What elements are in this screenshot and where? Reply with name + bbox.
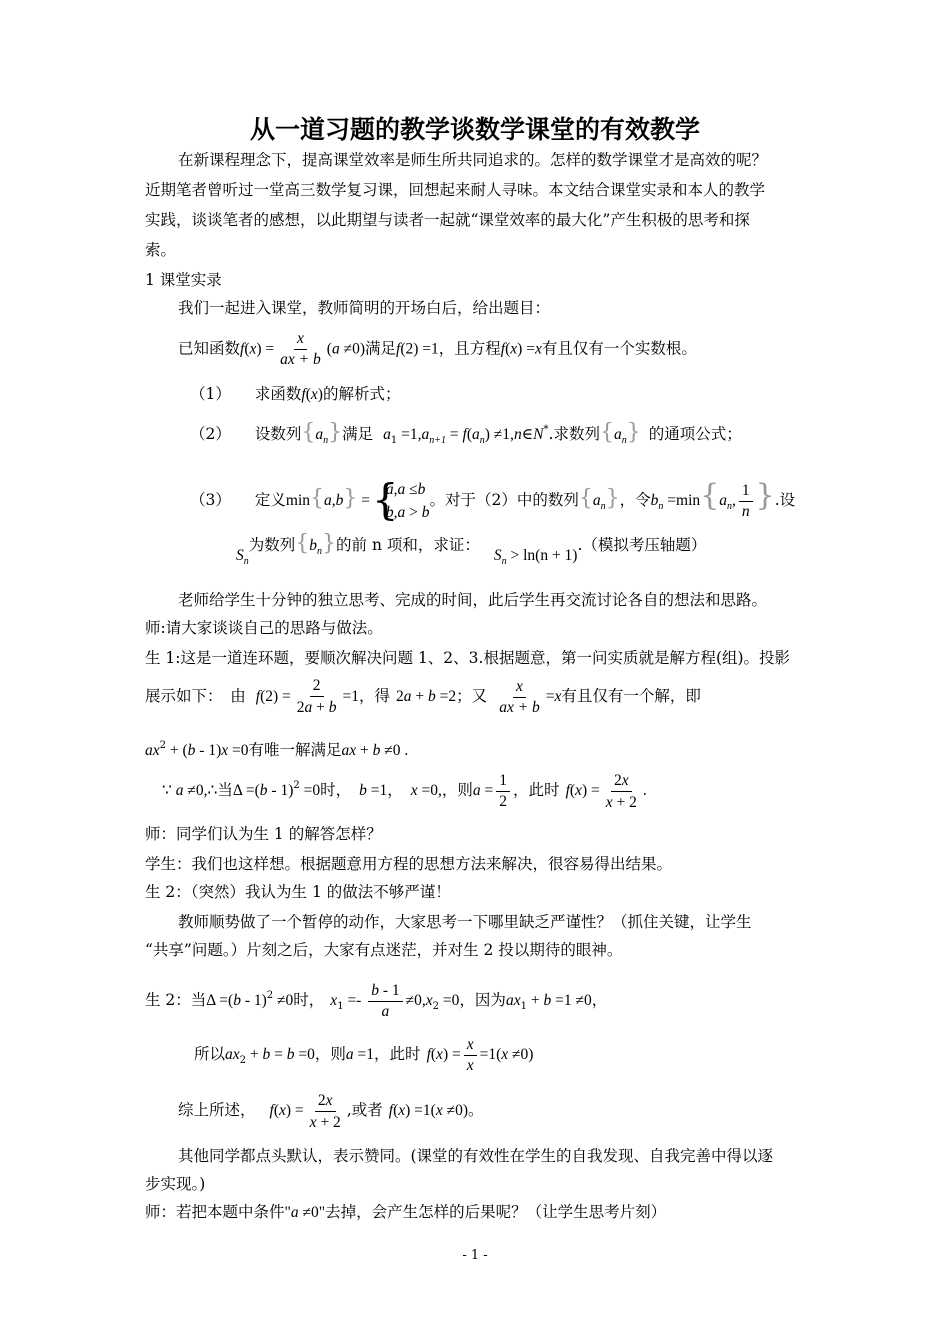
think-paragraph: 老师给学生十分钟的独立思考、完成的时间，此后学生再交流讨论各自的想法和思路。 [178,591,768,609]
pause-paragraph-1: 教师顺势做了一个暂停的动作，大家思考一下哪里缺乏严谨性？（抓住关键，让学生 [178,913,752,931]
intro-line-4: 索。 [145,241,177,259]
section-heading: 1 课堂实录 [145,271,222,289]
student2-line-2: 所以$ax_2 + b = b =0$，则a =1，此时 f(x) = $\frac{x}{x}$ =1(x ≠0) [194,1035,534,1074]
teacher-question-2: 师：同学们认为生 1 的解答怎样？ [145,825,382,843]
student2-objection: 生 2：（突然）我认为生 1 的做法不够严谨！ [145,883,451,901]
student1-line-3: $ax^2 + (b - 1)x =0$有唯一解满足ax + b ≠0 . [145,740,409,759]
student1-line-1: 生 1:这是一道连环题，要顺次解决问题 1、2、3.根据题意，第一问实质就是解方程(组)。投影 [145,649,791,667]
intro-line-2: 近期笔者曾听过一堂高三数学复习课，回想起来耐人寻味。本文结合课堂实录和本人的教学 [145,181,766,199]
question-3: （3） 定义min{a,b} = { a,a ≤b b,a > b 。对于（2）中的数列$\{a_n\}$，令$b_n =\min\{a_n$, $\frac{1}{n}$ }.设 [190,476,795,527]
document-title: 从一道习题的教学谈数学课堂的有效教学 [249,115,700,144]
pause-paragraph-2: “共享”问题。）片刻之后，大家有点迷茫，并对生 2 投以期待的眼神。 [145,941,623,959]
question-2: （2） 设数列$\{a_n\}$满足 $a_1 =1,a_{n+1} = f(a_n)$ ≠1,n∈N*.求数列$\{a_n\}$ 的通项公式； [190,420,742,446]
students-reply: 学生：我们也这样想。根据题意用方程的思想方法来解决，很容易得出结果。 [145,855,673,873]
enter-paragraph: 我们一起进入课堂，教师简明的开场白后，给出题目： [178,299,551,317]
page-number: - 1 - [462,1248,488,1263]
intro-line-1: 在新课程理念下，提高课堂效率是师生所共同追求的。怎样的数学课堂才是高效的呢？ [178,151,768,169]
student1-line-4: ∵ a ≠0,∴当Δ =(b - 1)$^2$ =0时， b =1， x =0,，则a = $\frac{1}{2}$ ，此时 f(x) = $\frac{2x}{x + 2}$ . [162,771,647,811]
question-1: （1） 求函数f(x)的解析式； [190,385,401,403]
intro-line-3: 实践，谈谈笔者的感想，以此期望与读者一起就“课堂效率的最大化”产生积极的思考和探 [145,211,750,229]
agree-paragraph-2: 步实现。) [145,1175,206,1193]
teacher-question-1: 师:请大家谈谈自己的思路与做法。 [145,619,383,637]
agree-paragraph-1: 其他同学都点头默认，表示赞同。(课堂的有效性在学生的自我发现、自我完善中得以逐 [178,1147,774,1165]
question-3-cont: $S_n$为数列$\{b_n\}$的前 n 项和，求证：$S_n > \ln(n + 1)$.（模拟考压轴题） [236,531,707,567]
student1-line-2: 展示如下： 由 f(2) = $\frac{2}{2a + b}$ =1，得 2a + b =2；又 $\frac{x}{ax + b}$ =x有且仅有一个解，即 [145,677,701,716]
student2-conclusion: 综上所述， f(x) = $\frac{2x}{x + 2}$ ,或者 f(x) =1(x ≠0)。 [178,1091,484,1131]
teacher-question-3: 师：若把本题中条件"a ≠0"去掉，会产生怎样的后果呢？（让学生思考片刻） [145,1203,667,1221]
problem-statement: 已知函数f(x) = $\frac{x}{ax + b}$ (a ≠0)满足f(2) =1，且方程f(x) =x有且仅有一个实数根。 [178,330,697,368]
student2-line-1: 生 2：当Δ =(b - 1)$^2$ ≠0时， $x_1$ =- $\frac{b - 1}{a}$ $\ne 0,x_2 =0$，因为$ax_1 + b =1 \ne 0$， [145,982,608,1020]
